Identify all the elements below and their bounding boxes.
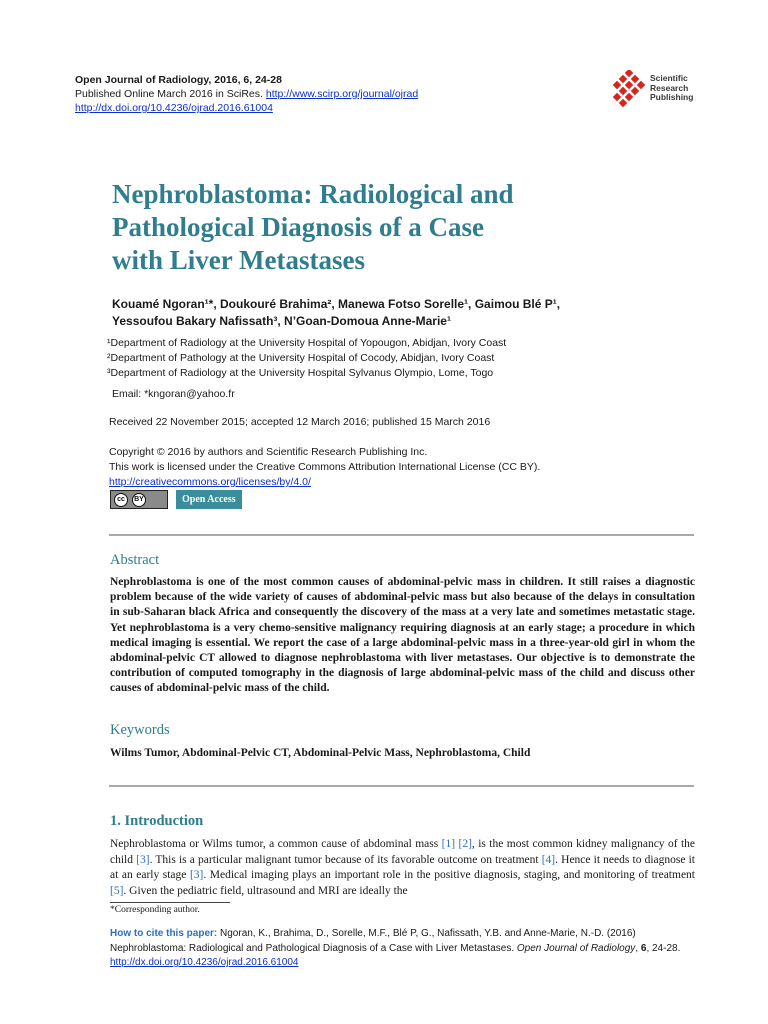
copyright-block (109, 445, 540, 490)
cite-pages: , 24-28. (646, 942, 681, 954)
title-line-1: Nephroblastoma: Radiological and (112, 179, 514, 209)
body-text: . Hence it needs to diagnose it at an early stage (110, 853, 695, 882)
affiliation-item: ²Department of Pathology at the University Hospital of Cocody, Abidjan, Ivory Coast (107, 352, 495, 364)
published-text: Published Online March 2016 in SciRes. (75, 88, 263, 100)
footnote: *Corresponding author. (110, 905, 200, 915)
reference-link[interactable]: [2] (458, 838, 472, 850)
cite-label: How to cite this paper: (110, 928, 218, 939)
journal-link[interactable]: http://www.scirp.org/journal/ojrad (265, 88, 419, 100)
publisher-logo (612, 70, 742, 110)
body-text: Nephroblastoma or Wilms tumor, a common cause of abdominal mass (110, 838, 442, 850)
license-link[interactable]: http://creativecommons.org/licenses/by/4.0/ (109, 476, 311, 488)
open-access-badge: Open Access (176, 490, 242, 509)
publication-line (75, 87, 418, 101)
scirp-diamond-icon (612, 70, 648, 110)
how-to-cite (110, 927, 695, 971)
cite-journal: Open Journal of Radiology (516, 942, 636, 954)
footnote-rule (110, 902, 230, 903)
reference-link[interactable]: [5] (110, 884, 124, 897)
cite-separator: , (635, 942, 641, 954)
introduction-paragraph (110, 837, 695, 899)
affiliations (107, 336, 506, 381)
attribution-icon: BY (132, 493, 146, 507)
reference-link[interactable]: [1] (441, 838, 456, 850)
body-text: . This is a particular malignant tumor because of its favorable outcome on treatment (149, 853, 542, 866)
cite-text: Ngoran, K., Brahima, D., Sorelle, M.F., Blé P, G., Nafissath, Y.B. and Anne-Marie, N.-D. (2016) Nephroblastoma: Radiological and Pathological Diagnosis of a Case with Liver Metastases. (110, 928, 636, 954)
reference-link[interactable]: [3] (189, 869, 204, 882)
reference-link[interactable]: [4] (541, 853, 556, 866)
abstract-text: Nephroblastoma is one of the most common causes of abdominal-pelvic mass in children. It still raises a diagnostic problem because of the wide variety of causes of abdominal-pelvic mass but also because of the delays in consultation in sub-Saharan black Africa and consequently the discovery of the mass at a very late and sometimes metastatic stage. Yet nephroblastoma is a very chemo-sensitive malignancy requiring diagnosis at an early stage; a procedure in which medical imaging is essential. We report the case of a large abdominal-pelvic mass in a three-year-old girl in whom the abdominal-pelvic CT allowed to diagnose nephroblastoma with liver metastases. Our objective is to demonstrate the contribution of computed tomography in the diagnosis of large abdominal-pelvic mass of the child and discuss other causes of abdominal-pelvic mass of the child. (110, 576, 695, 695)
publisher-name-1: Scientific (650, 73, 688, 83)
body-text: . Given the pediatric field, ultrasound and MRI are ideally the (123, 884, 408, 897)
introduction-heading: 1. Introduction (110, 813, 204, 829)
journal-header (75, 73, 418, 115)
authors-line-2: Yessoufou Bakary Nafissath³, N’Goan-Domoua Anne-Marie¹ (112, 314, 451, 328)
publisher-name-2: Research (650, 82, 689, 93)
abstract-heading: Abstract (110, 552, 160, 568)
license-line: This work is licensed under the Creative Commons Attribution International License (CC BY). (109, 461, 541, 473)
contact-email: Email: *kngoran@yahoo.fr (112, 388, 235, 400)
keywords-heading: Keywords (110, 722, 170, 738)
doi-link[interactable]: http://dx.doi.org/10.4236/ojrad.2016.61004 (75, 102, 273, 114)
copyright-line: Copyright © 2016 by authors and Scientific Research Publishing Inc. (109, 446, 428, 458)
keywords-text: Wilms Tumor, Abdominal-Pelvic CT, Abdominal-Pelvic Mass, Nephroblastoma, Child (110, 747, 531, 759)
journal-citation: Open Journal of Radiology, 2016, 6, 24-28 (75, 74, 282, 86)
reference-link[interactable]: [3] (136, 853, 150, 866)
affiliation-item: ³Department of Radiology at the University Hospital Sylvanus Olympio, Lome, Togo (107, 367, 494, 379)
body-text: , is the most common kidney malignancy of the child (110, 838, 696, 866)
article-title (112, 178, 672, 277)
author-list (112, 296, 692, 330)
cc-icon: cc (114, 493, 128, 507)
publisher-name-3: Publishing (650, 92, 694, 102)
title-line-3: with Liver Metastases (112, 245, 365, 275)
affiliation-item: ¹Department of Radiology at the University Hospital of Yopougon, Abidjan, Ivory Coast (107, 337, 507, 349)
title-line-2: Pathological Diagnosis of a Case (112, 212, 485, 242)
cc-by-badge[interactable] (110, 490, 168, 509)
cite-doi-link[interactable]: http://dx.doi.org/10.4236/ojrad.2016.61004 (110, 957, 299, 968)
divider (109, 785, 694, 787)
cite-volume: 6 (640, 942, 647, 954)
authors-line-1: Kouamé Ngoran¹*, Doukouré Brahima², Manewa Fotso Sorelle¹, Gaimou Blé P¹, (112, 297, 561, 311)
body-text: . Medical imaging plays an important role in the positive diagnosis, staging, and monitoring of treatment (203, 869, 695, 882)
divider (109, 534, 694, 536)
received-dates: Received 22 November 2015; accepted 12 March 2016; published 15 March 2016 (109, 416, 491, 428)
